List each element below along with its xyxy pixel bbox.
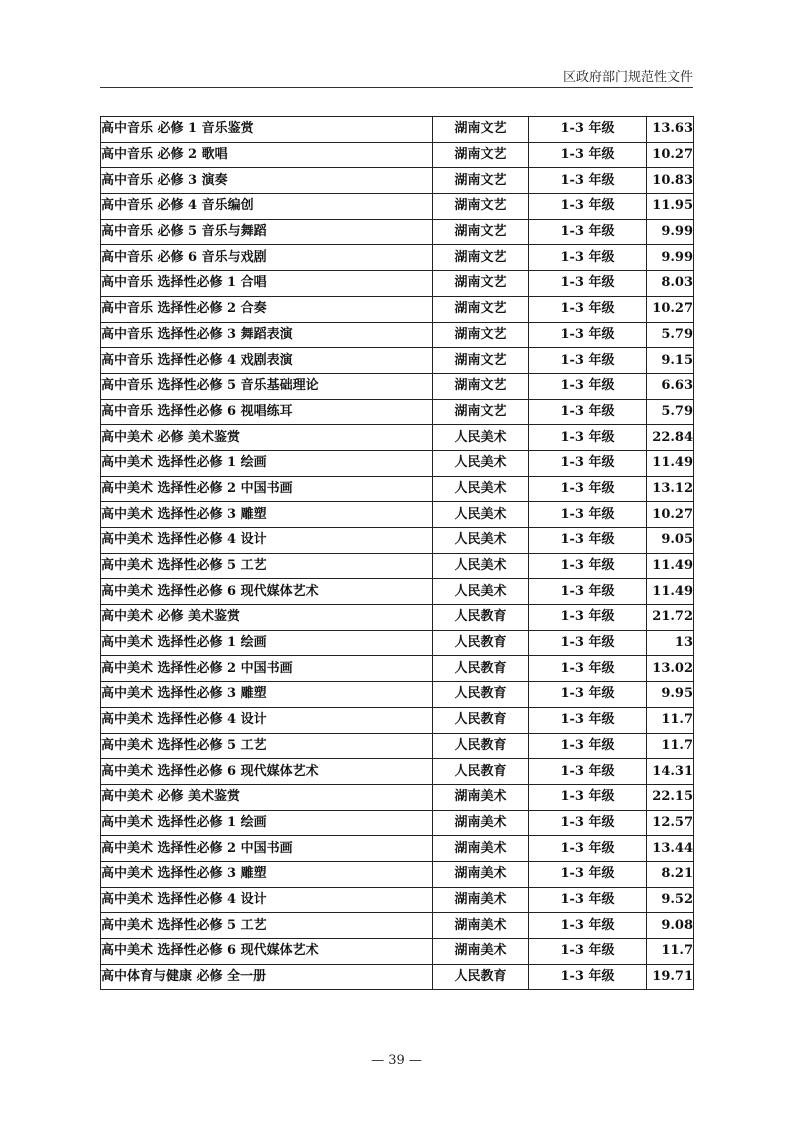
grade-cell: 1-3 年级 <box>529 810 647 836</box>
publisher-cell: 湖南美术 <box>433 887 529 913</box>
price-cell: 9.15 <box>647 348 694 374</box>
publisher-cell: 湖南文艺 <box>433 245 529 271</box>
price-cell: 11.7 <box>647 707 694 733</box>
table-row <box>101 194 694 220</box>
publisher-cell: 湖南文艺 <box>433 296 529 322</box>
price-cell: 10.83 <box>647 168 694 194</box>
publisher-cell: 人民教育 <box>433 759 529 785</box>
book-title-cell: 高中美术 选择性必修 2 中国书画 <box>101 476 433 502</box>
grade-cell: 1-3 年级 <box>529 399 647 425</box>
grade-cell: 1-3 年级 <box>529 579 647 605</box>
publisher-cell: 人民教育 <box>433 682 529 708</box>
table-row <box>101 348 694 374</box>
table-row <box>101 733 694 759</box>
table-row <box>101 373 694 399</box>
price-cell: 22.15 <box>647 784 694 810</box>
book-title-cell: 高中美术 选择性必修 1 绘画 <box>101 450 433 476</box>
table-row <box>101 656 694 682</box>
book-title-cell: 高中美术 选择性必修 2 中国书画 <box>101 836 433 862</box>
grade-cell: 1-3 年级 <box>529 168 647 194</box>
grade-cell: 1-3 年级 <box>529 913 647 939</box>
price-cell: 9.99 <box>647 219 694 245</box>
book-title-cell: 高中音乐 必修 2 歌唱 <box>101 142 433 168</box>
book-title-cell: 高中美术 选择性必修 3 雕塑 <box>101 682 433 708</box>
book-title-cell: 高中体育与健康 必修 全一册 <box>101 964 433 990</box>
grade-cell: 1-3 年级 <box>529 142 647 168</box>
table-row <box>101 784 694 810</box>
textbook-table <box>100 116 694 990</box>
price-cell: 9.52 <box>647 887 694 913</box>
publisher-cell: 湖南文艺 <box>433 168 529 194</box>
publisher-cell: 湖南文艺 <box>433 194 529 220</box>
price-cell: 5.79 <box>647 399 694 425</box>
book-title-cell: 高中音乐 选择性必修 5 音乐基础理论 <box>101 373 433 399</box>
price-cell: 13 <box>647 630 694 656</box>
table-row <box>101 322 694 348</box>
book-title-cell: 高中美术 必修 美术鉴赏 <box>101 605 433 631</box>
grade-cell: 1-3 年级 <box>529 296 647 322</box>
price-cell: 13.12 <box>647 476 694 502</box>
publisher-cell: 人民美术 <box>433 502 529 528</box>
book-title-cell: 高中美术 选择性必修 6 现代媒体艺术 <box>101 939 433 965</box>
book-title-cell: 高中美术 选择性必修 5 工艺 <box>101 733 433 759</box>
book-title-cell: 高中音乐 选择性必修 4 戏剧表演 <box>101 348 433 374</box>
publisher-cell: 湖南文艺 <box>433 271 529 297</box>
publisher-cell: 湖南美术 <box>433 836 529 862</box>
book-title-cell: 高中美术 选择性必修 5 工艺 <box>101 553 433 579</box>
table-body <box>101 117 694 990</box>
price-cell: 10.27 <box>647 296 694 322</box>
table-row <box>101 861 694 887</box>
book-title-cell: 高中美术 选择性必修 5 工艺 <box>101 913 433 939</box>
book-title-cell: 高中美术 必修 美术鉴赏 <box>101 784 433 810</box>
price-cell: 9.99 <box>647 245 694 271</box>
grade-cell: 1-3 年级 <box>529 528 647 554</box>
price-cell: 11.49 <box>647 553 694 579</box>
table-row <box>101 425 694 451</box>
price-cell: 14.31 <box>647 759 694 785</box>
grade-cell: 1-3 年级 <box>529 733 647 759</box>
table-row <box>101 810 694 836</box>
price-cell: 13.44 <box>647 836 694 862</box>
publisher-cell: 湖南美术 <box>433 784 529 810</box>
book-title-cell: 高中美术 选择性必修 6 现代媒体艺术 <box>101 579 433 605</box>
table-row <box>101 553 694 579</box>
price-cell: 11.49 <box>647 450 694 476</box>
table-row <box>101 630 694 656</box>
grade-cell: 1-3 年级 <box>529 245 647 271</box>
grade-cell: 1-3 年级 <box>529 348 647 374</box>
header-text: 区政府部门规范性文件 <box>562 70 693 85</box>
publisher-cell: 人民美术 <box>433 476 529 502</box>
table-row <box>101 142 694 168</box>
book-title-cell: 高中美术 选择性必修 3 雕塑 <box>101 861 433 887</box>
price-cell: 9.05 <box>647 528 694 554</box>
price-cell: 6.63 <box>647 373 694 399</box>
grade-cell: 1-3 年级 <box>529 887 647 913</box>
book-title-cell: 高中美术 选择性必修 4 设计 <box>101 707 433 733</box>
table-row <box>101 836 694 862</box>
book-title-cell: 高中音乐 必修 1 音乐鉴赏 <box>101 117 433 143</box>
price-cell: 11.7 <box>647 939 694 965</box>
table-row <box>101 707 694 733</box>
grade-cell: 1-3 年级 <box>529 117 647 143</box>
grade-cell: 1-3 年级 <box>529 605 647 631</box>
table-row <box>101 450 694 476</box>
publisher-cell: 湖南美术 <box>433 810 529 836</box>
publisher-cell: 人民美术 <box>433 553 529 579</box>
book-title-cell: 高中音乐 选择性必修 3 舞蹈表演 <box>101 322 433 348</box>
book-title-cell: 高中美术 选择性必修 6 现代媒体艺术 <box>101 759 433 785</box>
book-title-cell: 高中美术 选择性必修 1 绘画 <box>101 810 433 836</box>
publisher-cell: 人民教育 <box>433 630 529 656</box>
grade-cell: 1-3 年级 <box>529 836 647 862</box>
page-number: — 39 — <box>371 1053 422 1068</box>
price-cell: 10.27 <box>647 502 694 528</box>
price-cell: 22.84 <box>647 425 694 451</box>
book-title-cell: 高中美术 选择性必修 1 绘画 <box>101 630 433 656</box>
table-row <box>101 296 694 322</box>
publisher-cell: 湖南文艺 <box>433 373 529 399</box>
table-row <box>101 759 694 785</box>
book-title-cell: 高中音乐 选择性必修 1 合唱 <box>101 271 433 297</box>
publisher-cell: 湖南美术 <box>433 861 529 887</box>
publisher-cell: 人民美术 <box>433 579 529 605</box>
table-row <box>101 399 694 425</box>
table-row <box>101 605 694 631</box>
table-row <box>101 528 694 554</box>
book-title-cell: 高中音乐 必修 3 演奏 <box>101 168 433 194</box>
price-cell: 5.79 <box>647 322 694 348</box>
book-title-cell: 高中音乐 必修 5 音乐与舞蹈 <box>101 219 433 245</box>
grade-cell: 1-3 年级 <box>529 630 647 656</box>
grade-cell: 1-3 年级 <box>529 450 647 476</box>
table-row <box>101 271 694 297</box>
grade-cell: 1-3 年级 <box>529 939 647 965</box>
price-cell: 10.27 <box>647 142 694 168</box>
publisher-cell: 人民教育 <box>433 964 529 990</box>
book-title-cell: 高中音乐 必修 4 音乐编创 <box>101 194 433 220</box>
table-row <box>101 913 694 939</box>
publisher-cell: 人民教育 <box>433 605 529 631</box>
grade-cell: 1-3 年级 <box>529 502 647 528</box>
grade-cell: 1-3 年级 <box>529 964 647 990</box>
table-row <box>101 964 694 990</box>
price-cell: 8.21 <box>647 861 694 887</box>
grade-cell: 1-3 年级 <box>529 271 647 297</box>
price-cell: 21.72 <box>647 605 694 631</box>
book-title-cell: 高中音乐 选择性必修 6 视唱练耳 <box>101 399 433 425</box>
price-cell: 13.63 <box>647 117 694 143</box>
publisher-cell: 湖南文艺 <box>433 399 529 425</box>
publisher-cell: 湖南文艺 <box>433 117 529 143</box>
publisher-cell: 湖南美术 <box>433 939 529 965</box>
grade-cell: 1-3 年级 <box>529 682 647 708</box>
price-cell: 11.7 <box>647 733 694 759</box>
grade-cell: 1-3 年级 <box>529 194 647 220</box>
price-cell: 12.57 <box>647 810 694 836</box>
book-title-cell: 高中美术 选择性必修 4 设计 <box>101 887 433 913</box>
grade-cell: 1-3 年级 <box>529 476 647 502</box>
price-cell: 11.95 <box>647 194 694 220</box>
book-title-cell: 高中音乐 选择性必修 2 合奏 <box>101 296 433 322</box>
grade-cell: 1-3 年级 <box>529 322 647 348</box>
table-row <box>101 117 694 143</box>
price-cell: 13.02 <box>647 656 694 682</box>
publisher-cell: 人民美术 <box>433 425 529 451</box>
grade-cell: 1-3 年级 <box>529 553 647 579</box>
publisher-cell: 湖南文艺 <box>433 348 529 374</box>
table-row <box>101 887 694 913</box>
table-row <box>101 168 694 194</box>
book-title-cell: 高中美术 必修 美术鉴赏 <box>101 425 433 451</box>
book-title-cell: 高中美术 选择性必修 4 设计 <box>101 528 433 554</box>
table-row <box>101 476 694 502</box>
book-title-cell: 高中音乐 必修 6 音乐与戏剧 <box>101 245 433 271</box>
grade-cell: 1-3 年级 <box>529 759 647 785</box>
grade-cell: 1-3 年级 <box>529 373 647 399</box>
table-row <box>101 579 694 605</box>
publisher-cell: 人民教育 <box>433 656 529 682</box>
table-row <box>101 219 694 245</box>
price-cell: 19.71 <box>647 964 694 990</box>
publisher-cell: 人民教育 <box>433 733 529 759</box>
grade-cell: 1-3 年级 <box>529 861 647 887</box>
grade-cell: 1-3 年级 <box>529 219 647 245</box>
table-row <box>101 502 694 528</box>
price-cell: 9.95 <box>647 682 694 708</box>
publisher-cell: 湖南文艺 <box>433 142 529 168</box>
publisher-cell: 湖南文艺 <box>433 219 529 245</box>
publisher-cell: 人民教育 <box>433 707 529 733</box>
book-title-cell: 高中美术 选择性必修 3 雕塑 <box>101 502 433 528</box>
grade-cell: 1-3 年级 <box>529 425 647 451</box>
table-row <box>101 245 694 271</box>
header-divider <box>100 87 693 88</box>
publisher-cell: 湖南文艺 <box>433 322 529 348</box>
grade-cell: 1-3 年级 <box>529 784 647 810</box>
book-title-cell: 高中美术 选择性必修 2 中国书画 <box>101 656 433 682</box>
publisher-cell: 人民美术 <box>433 528 529 554</box>
price-cell: 11.49 <box>647 579 694 605</box>
grade-cell: 1-3 年级 <box>529 707 647 733</box>
table-row <box>101 682 694 708</box>
grade-cell: 1-3 年级 <box>529 656 647 682</box>
publisher-cell: 人民美术 <box>433 450 529 476</box>
price-cell: 9.08 <box>647 913 694 939</box>
table-row <box>101 939 694 965</box>
price-cell: 8.03 <box>647 271 694 297</box>
publisher-cell: 湖南美术 <box>433 913 529 939</box>
